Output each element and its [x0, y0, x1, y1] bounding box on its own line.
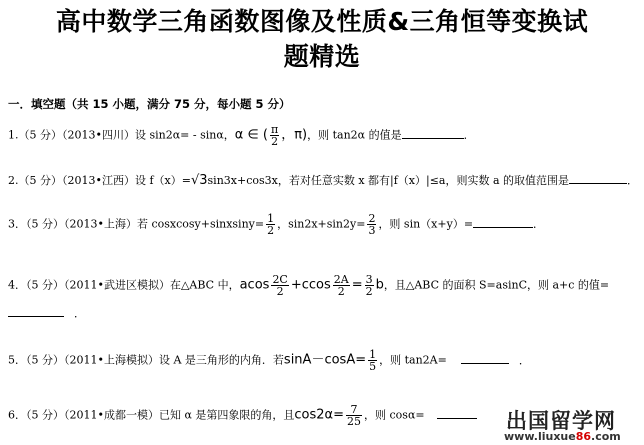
q3-f2-num: 2 — [368, 212, 376, 225]
q5-m1: sinA－cosA= — [283, 352, 367, 368]
title-line-2: 题精选 — [283, 42, 361, 71]
q5-prefix: 5．（5 分）（2011•上海模拟）设 A 是三角形的内角．若 — [8, 353, 284, 367]
q4-fraction-2 — [333, 274, 350, 297]
q4-f1-den: 2 — [276, 285, 284, 298]
q4-fraction-3 — [365, 274, 374, 297]
q6-m1: cos2α= — [294, 407, 345, 423]
q4-m4: b — [375, 277, 384, 293]
q1-fraction — [270, 124, 279, 147]
q1-alpha-close: ，π) — [281, 127, 308, 143]
q4-m3: = — [351, 277, 363, 293]
q6-f-num: 7 — [346, 404, 362, 416]
q2-prefix: 2.（5 分）（2013•江西）设 f（x）= — [8, 174, 191, 187]
q1-frac-den: 2 — [271, 135, 279, 148]
q2-end: ． — [627, 174, 639, 187]
q1-prefix: 1.（5 分）（2013•四川）设 sin2α= - sinα， — [8, 128, 235, 142]
q3-f2-den: 3 — [368, 224, 376, 237]
q1-frac-num: π — [270, 123, 279, 136]
watermark-url-a: www.liuxue — [504, 430, 576, 443]
q3-f1-den: 2 — [267, 224, 275, 237]
watermark-url-c: .com — [591, 430, 621, 443]
question-5 — [8, 349, 530, 372]
q4-f2-num: 2A — [333, 273, 349, 286]
q3-end: ． — [533, 217, 545, 231]
q1-suffix: ，则 tan2α 的值是 — [307, 128, 402, 142]
q5-fraction — [368, 349, 377, 372]
q2-suffix: sin3x+cos3x，若对任意实数 x 都有|f（x）|≤a，则实数 a 的取值范围是 — [207, 174, 570, 187]
question-4-line-2 — [8, 306, 85, 322]
q4-f1-num: 2C — [272, 273, 288, 286]
q5-end: ． — [518, 353, 530, 367]
q6-prefix: 6．（5 分）（2011•成都一模）已知 α 是第四象限的角，且 — [8, 408, 295, 422]
q4-prefix: 4．（5 分）（2011•武进区模拟）在△ABC 中， — [8, 278, 240, 292]
question-3 — [8, 213, 544, 236]
q3-suffix: ，则 sin（x+y）= — [378, 217, 474, 231]
question-4 — [8, 274, 609, 297]
q4-suffix: ，且△ABC 的面积 S=asinC，则 a+c 的值= — [383, 278, 610, 292]
watermark-site-name: 出国留学网 — [506, 409, 616, 433]
title-line-1: 高中数学三角函数图像及性质&三角恒等变换试 — [55, 7, 589, 36]
section-heading: 一．填空题（共 15 小题，满分 75 分，每小题 5 分） — [8, 97, 291, 111]
q4-f3-den: 2 — [365, 285, 373, 298]
q4-end: ． — [74, 307, 85, 320]
q2-sqrt: √3 — [190, 173, 208, 188]
q5-suffix: ，则 tan2A= — [379, 353, 447, 367]
q4-m2: +ccos — [290, 277, 331, 293]
q4-fraction-1 — [271, 274, 288, 297]
q5-f-den: 5 — [369, 360, 377, 373]
q5-f-num: 1 — [369, 348, 377, 361]
question-1 — [8, 124, 475, 147]
watermark — [500, 405, 644, 445]
question-6 — [8, 404, 477, 427]
q6-f-den: 25 — [347, 415, 362, 428]
q4-m1: acos — [239, 277, 270, 293]
q5-answer-blank[interactable] — [461, 353, 509, 364]
watermark-url-b: 86 — [575, 430, 592, 443]
q6-answer-blank[interactable] — [437, 408, 477, 419]
q4-f2-den: 2 — [337, 285, 345, 298]
q4-answer-blank[interactable] — [8, 306, 64, 317]
q6-fraction — [346, 404, 362, 427]
q2-answer-blank[interactable] — [569, 173, 627, 184]
q1-answer-blank[interactable] — [402, 128, 464, 139]
q3-fraction-2 — [367, 213, 376, 236]
q3-fraction-1 — [266, 213, 275, 236]
question-2 — [8, 173, 638, 189]
q3-prefix: 3．（5 分）（2013•上海）若 cosxcosy+sinxsiny= — [8, 217, 265, 231]
q4-f3-num: 3 — [365, 273, 373, 286]
q1-alpha-in: α ∈ ( — [234, 127, 268, 143]
q3-f1-num: 1 — [267, 212, 275, 225]
q6-suffix: ，则 cosα= — [364, 408, 425, 422]
q3-answer-blank[interactable] — [473, 217, 533, 228]
q3-mid: ，sin2x+sin2y= — [277, 217, 366, 231]
watermark-url — [504, 430, 621, 443]
q1-end: ． — [463, 128, 475, 142]
